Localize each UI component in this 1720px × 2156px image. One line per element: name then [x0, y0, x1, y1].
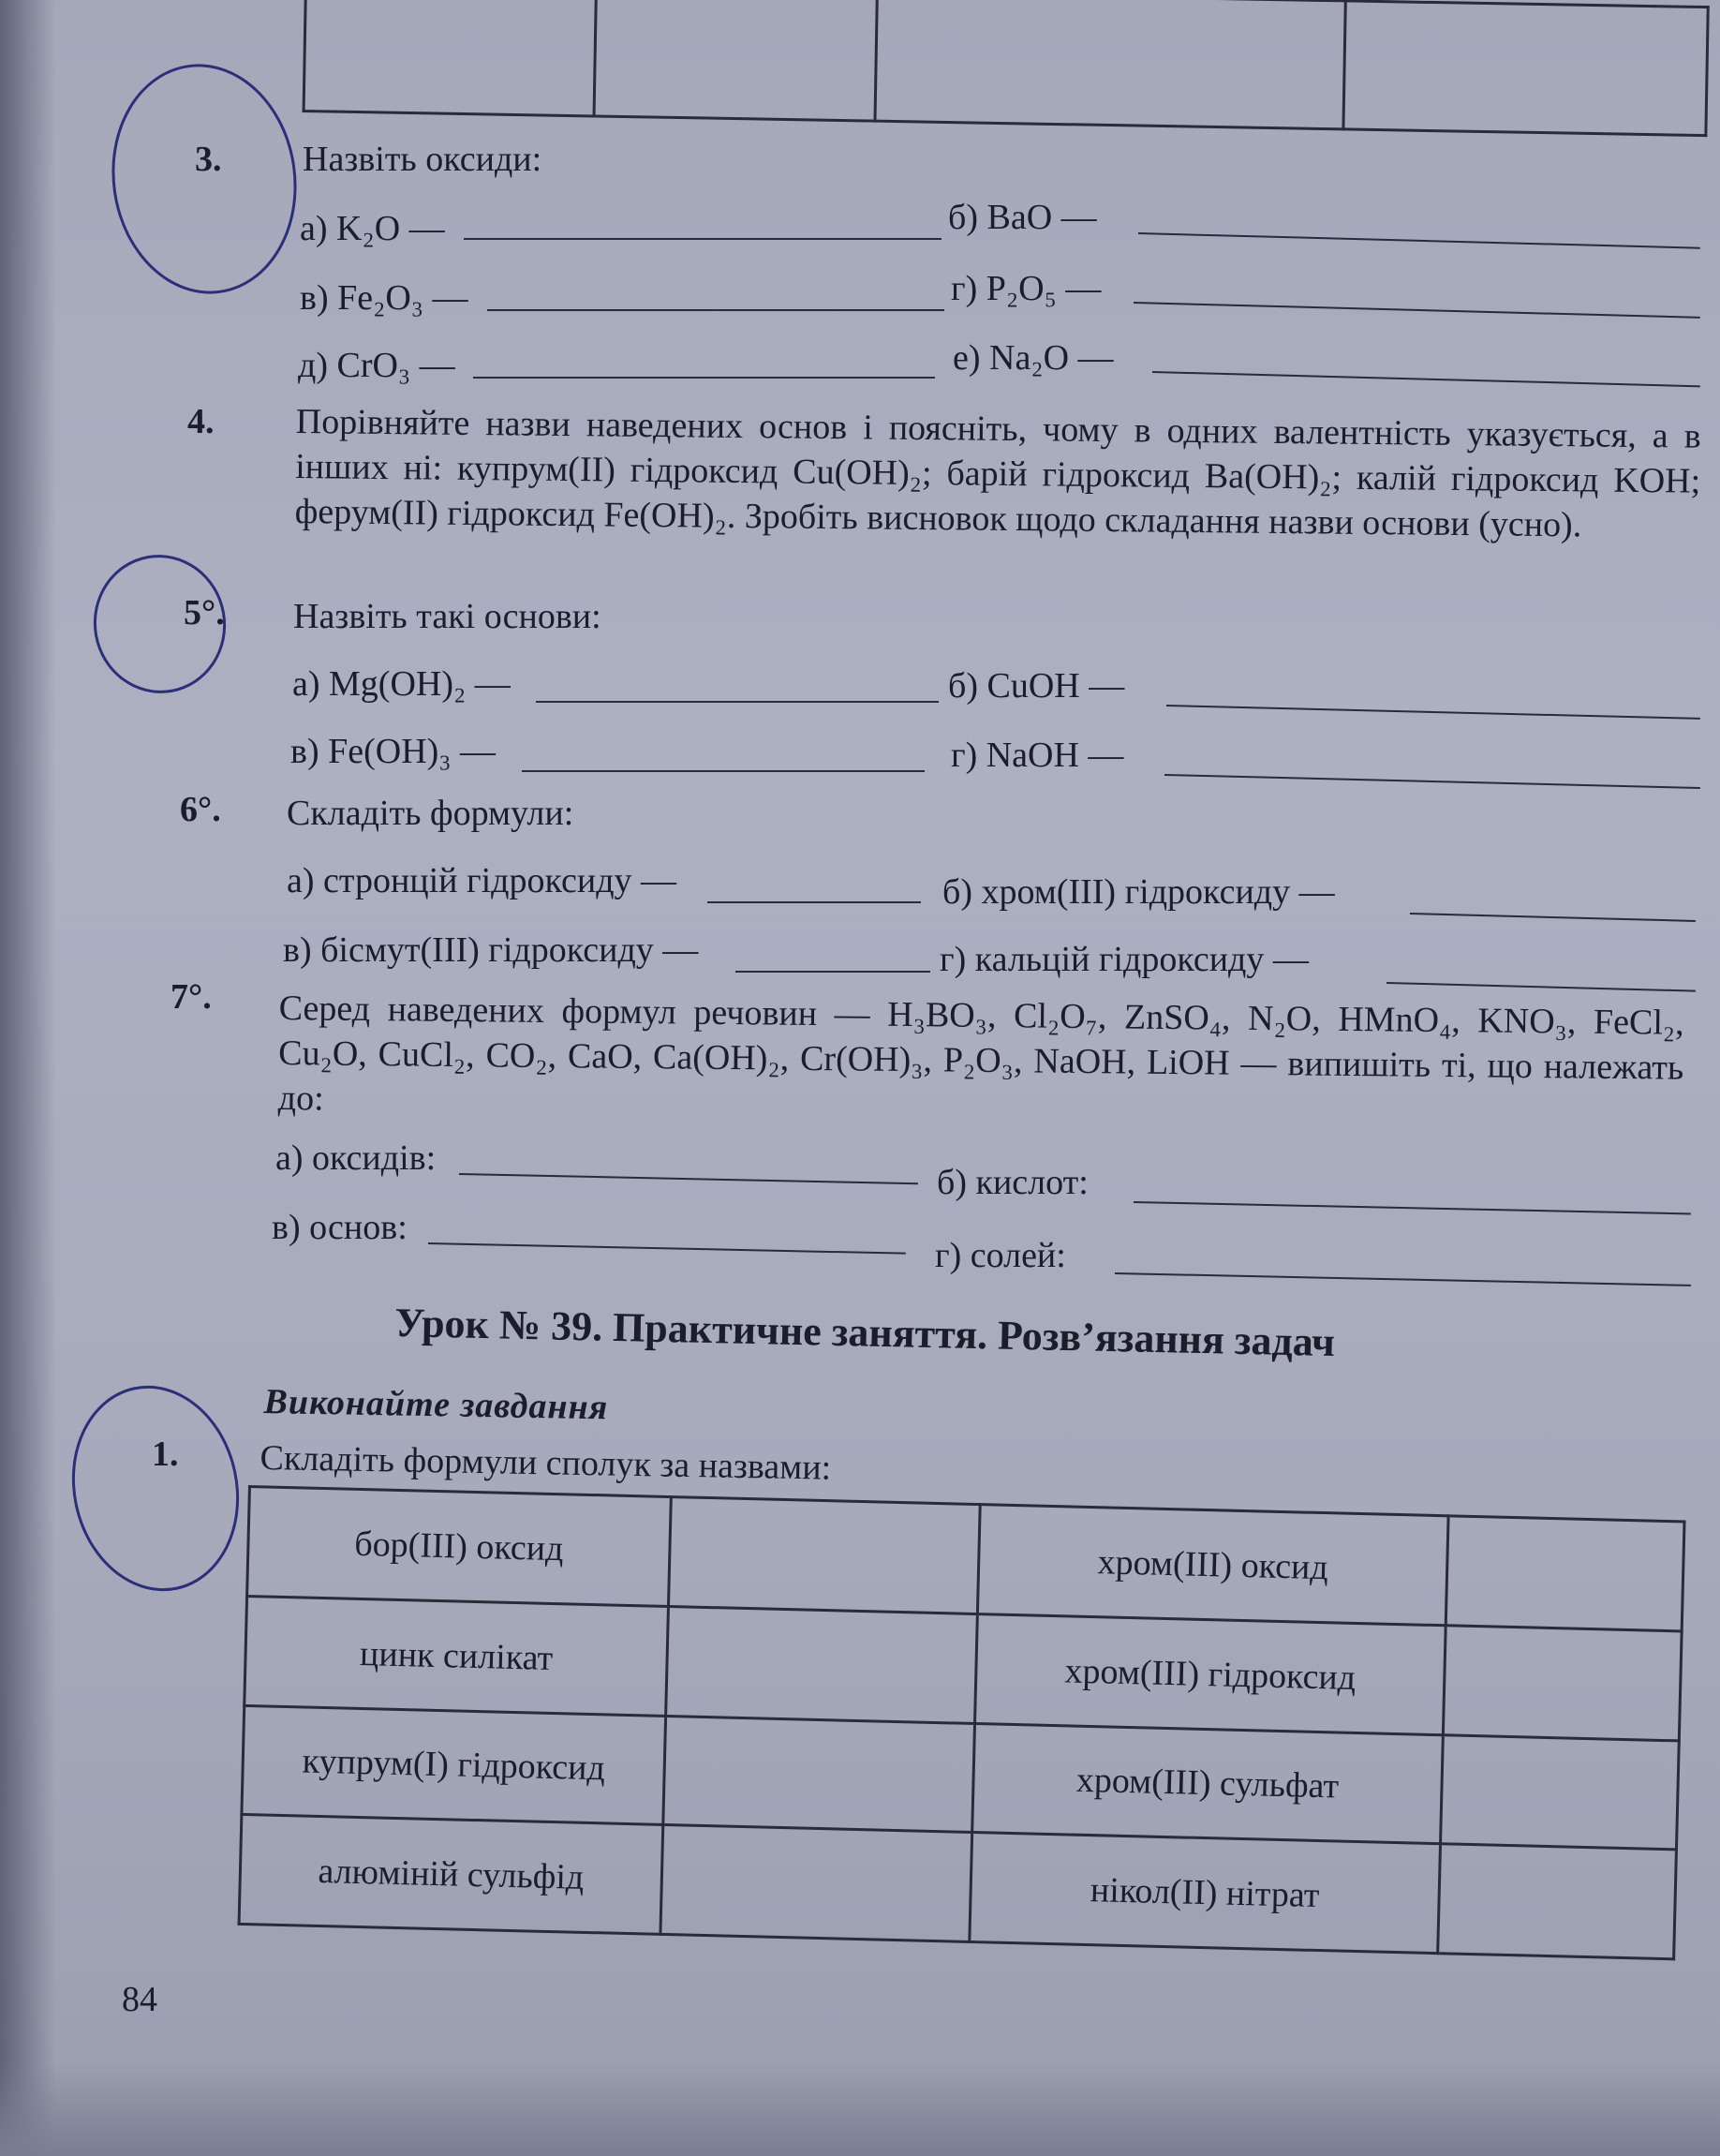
- task5-number: 5°.: [184, 593, 225, 632]
- table-cell: цинк силікат: [245, 1596, 669, 1716]
- task3-a: а) K₂O —: [300, 209, 445, 248]
- table-cell: хром(ІІІ) оксид: [977, 1505, 1448, 1626]
- answer-cell[interactable]: [1441, 1734, 1680, 1850]
- table-cell: [304, 0, 596, 116]
- answer-line[interactable]: [459, 1173, 918, 1184]
- task7-d: г) солей:: [935, 1236, 1066, 1275]
- table-cell: нікол(ІІ) нітрат: [970, 1833, 1441, 1954]
- answer-line[interactable]: [487, 309, 944, 311]
- task7-a: а) оксидів:: [275, 1138, 437, 1178]
- task3-number: 3.: [195, 140, 222, 179]
- answer-line[interactable]: [1138, 232, 1700, 249]
- previous-table-fragment: [303, 0, 1710, 137]
- task7-text: Серед наведених формул речовин — H₃BO₃, Cl₂O₇, ZnSO₄, N₂O, HMnO₄, KNO₃, FeCl₂, Cu₂O, CuCl₂, CO₂, CaO, Ca(OH)₂, Cr(OH)₃, P₂O₃, NaOH, LiOH — випишіть ті, що належать до:: [277, 988, 1684, 1119]
- page-number: 84: [122, 1980, 157, 2019]
- answer-line[interactable]: [735, 971, 930, 973]
- answer-line[interactable]: [473, 377, 935, 379]
- task6-number: 6°.: [180, 790, 221, 829]
- task5-c: в) Fe(OH)₃ —: [290, 732, 497, 771]
- table-cell: [594, 0, 877, 121]
- task3-b: б) BaO —: [948, 198, 1097, 237]
- task3-e: д) CrO₃ —: [298, 346, 455, 385]
- task3-text: Назвіть оксиди:: [303, 140, 542, 179]
- answer-line[interactable]: [1152, 371, 1700, 387]
- answer-line[interactable]: [1410, 913, 1696, 922]
- page-shadow-left: [0, 0, 56, 2156]
- pen-circle-mark: [53, 1370, 258, 1607]
- answer-line[interactable]: [1134, 302, 1700, 319]
- answer-line[interactable]: [1166, 705, 1700, 720]
- task5-text: Назвіть такі основи:: [293, 597, 601, 636]
- table-cell: алюміній сульфід: [239, 1815, 663, 1935]
- answer-line[interactable]: [464, 238, 942, 240]
- table-cell: купрум(І) гідроксид: [242, 1705, 666, 1825]
- answer-line[interactable]: [1164, 774, 1700, 789]
- task6-text: Складіть формули:: [287, 794, 574, 833]
- answer-line[interactable]: [1386, 982, 1696, 992]
- answer-line[interactable]: [536, 701, 939, 703]
- answer-cell[interactable]: [1446, 1516, 1684, 1631]
- table-cell: бор(ІІІ) оксид: [247, 1487, 672, 1607]
- answer-line[interactable]: [522, 770, 925, 772]
- task5-b: б) CuOH —: [948, 666, 1125, 706]
- table-cell: [1343, 1, 1708, 136]
- answer-cell[interactable]: [1438, 1844, 1677, 1959]
- answer-cell[interactable]: [660, 1825, 972, 1942]
- table-cell: [875, 0, 1345, 129]
- table-cell: хром(ІІІ) гідроксид: [975, 1613, 1446, 1734]
- page-shadow-bottom: [0, 2061, 1720, 2156]
- answer-line[interactable]: [707, 901, 921, 903]
- task1-text: Складіть формули сполук за назвами:: [259, 1437, 832, 1488]
- task4-number: 4.: [187, 402, 215, 441]
- answer-cell[interactable]: [668, 1497, 980, 1614]
- formula-table: [238, 1485, 1686, 1960]
- task7-c: в) основ:: [272, 1208, 408, 1247]
- task6-c: в) бісмут(ІІІ) гідроксиду —: [283, 930, 699, 970]
- task5-a: а) Mg(OH)₂ —: [292, 664, 511, 704]
- answer-cell[interactable]: [1443, 1626, 1682, 1741]
- task6-b: б) хром(ІІІ) гідроксиду —: [942, 872, 1335, 912]
- task3-c: в) Fe₂O₃ —: [300, 278, 468, 318]
- answer-line[interactable]: [428, 1242, 906, 1255]
- answer-cell[interactable]: [663, 1716, 975, 1833]
- task6-a: а) стронцій гідроксиду —: [287, 861, 677, 900]
- task6-d: г) кальцій гідроксиду —: [940, 940, 1309, 979]
- answer-line[interactable]: [1134, 1201, 1691, 1214]
- answer-line[interactable]: [1115, 1272, 1691, 1286]
- task7-b: б) кислот:: [937, 1163, 1089, 1202]
- table-cell: хром(ІІІ) сульфат: [972, 1723, 1444, 1844]
- lesson-title: Урок № 39. Практичне заняття. Розв’язання задач: [393, 1299, 1336, 1366]
- task1-number: 1.: [152, 1435, 179, 1474]
- task5-d: г) NaOH —: [951, 736, 1124, 775]
- lesson-subtitle: Виконайте завдання: [263, 1381, 609, 1428]
- answer-cell[interactable]: [666, 1606, 978, 1723]
- task7-number: 7°.: [171, 977, 212, 1017]
- task4-text: Порівняйте назви наведених основ і поясніть, чому в одних валентність указується, а в інших ні: купрум(ІІ) гідроксид Cu(OH)₂; барій гідроксид Ba(OH)₂; калій гідроксид KOH; ферум(ІІ) гідроксид Fe(OH)₂. Зробіть висновок щодо складання назви основи (усно).: [294, 401, 1701, 545]
- task3-f: е) Na₂O —: [953, 338, 1114, 378]
- task3-d: г) P₂O₅ —: [951, 269, 1102, 308]
